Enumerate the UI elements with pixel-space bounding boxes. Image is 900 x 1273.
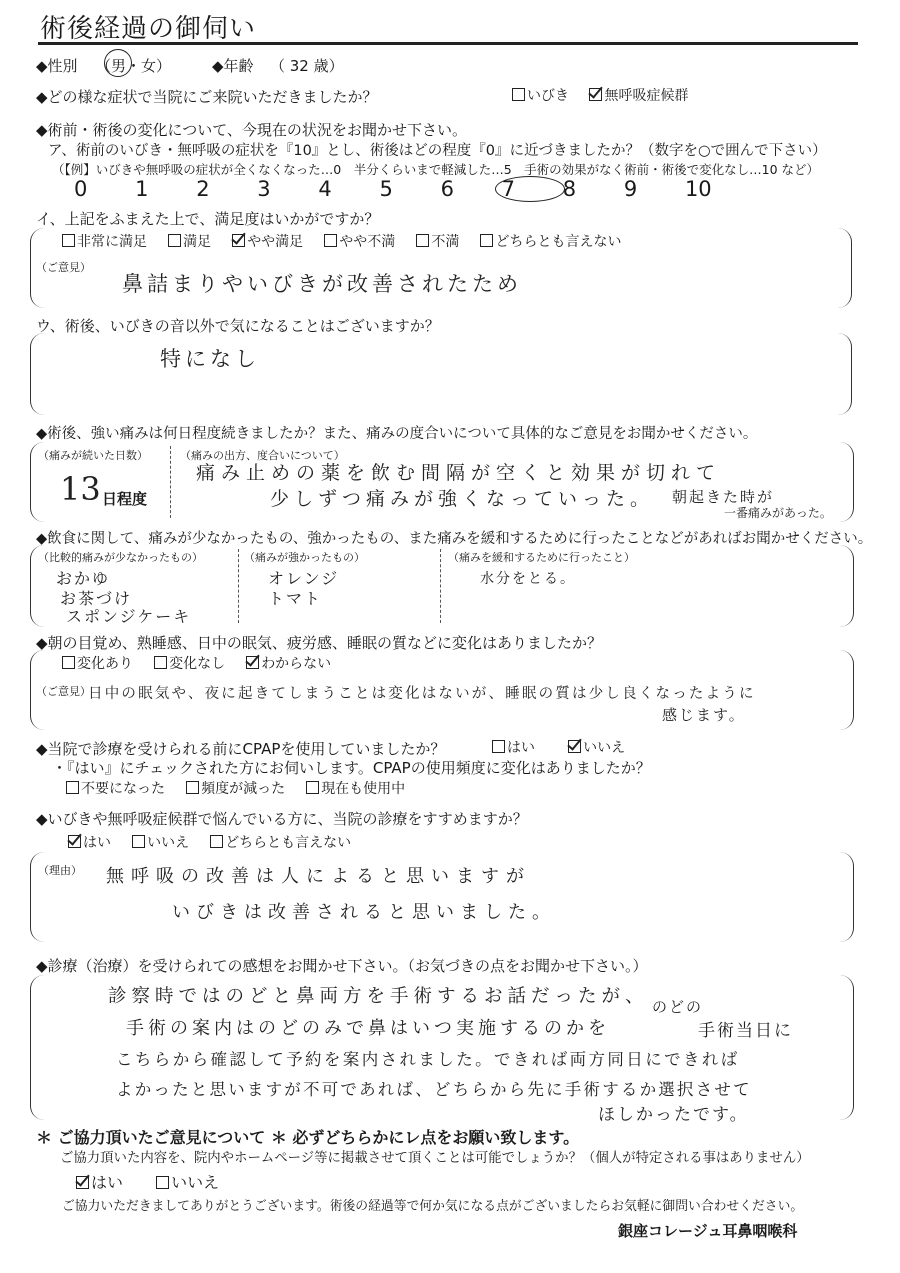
scale-8[interactable]: 8 xyxy=(562,177,577,201)
q10-line2: 手術の案内はのどのみで鼻はいつ実施するのかを xyxy=(126,1018,610,1039)
q1-options xyxy=(512,85,704,105)
q6-divider-2 xyxy=(440,549,441,623)
q5-days-label: （痛みが続いた日数） xyxy=(38,449,148,462)
q9-reason-line2: いびきは改善されると思いました。 xyxy=(172,902,556,923)
scale-7-selected[interactable]: 7 xyxy=(502,176,558,202)
q6-col1-label: （比較的痛みが少なかったもの） xyxy=(38,551,203,564)
q9-reason-label: （理由） xyxy=(38,864,82,877)
q9-question: ◆いびきや無呼吸症候群で悩んでいる方に、当院の診療をすすめますか？ xyxy=(36,810,528,828)
q3-options xyxy=(62,231,637,251)
q5-detail-line2: 少しずつ痛みが強くなっていった。 xyxy=(270,488,655,510)
q4-answer: 特になし xyxy=(160,347,260,371)
q6-col1-item-1: おかゆ xyxy=(56,569,111,588)
q3-opt-somewhat-satisfied[interactable]: やや満足 xyxy=(232,231,303,251)
q6-col2-label: （痛みが強かったもの） xyxy=(244,551,365,564)
q10-line5: ほしかったです。 xyxy=(598,1105,749,1125)
q8-sub-opt-reduced[interactable]: 頻度が減った xyxy=(186,778,285,798)
q10-line2-end: 手術当日に xyxy=(698,1021,793,1041)
checkbox-checked-icon xyxy=(68,835,81,848)
page-title: 術後経過の御伺い xyxy=(40,14,257,44)
q8-question: ◆当院で診療を受けられる前にCPAPを使用していましたか？ xyxy=(36,740,446,758)
q8-opt-no[interactable]: いいえ xyxy=(568,737,625,757)
clinic-name: 銀座コレージュ耳鼻咽喉科 xyxy=(618,1222,798,1240)
q9-opt-no[interactable]: いいえ xyxy=(132,832,189,852)
footer-heading: ＊ ご協力頂いたご意見について ＊ 必ずどちらかにレ点をお願い致します。 xyxy=(36,1128,580,1147)
q5-days-value: 13 xyxy=(60,470,101,508)
q2-scale xyxy=(74,176,741,202)
q5-detail-line3: 朝起きた時が xyxy=(672,488,775,506)
q1-question: ◆どの様な症状で当院にご来院いただきましたか？ xyxy=(36,88,378,106)
q5-detail-line4: 一番痛みがあった。 xyxy=(724,506,832,520)
scale-0[interactable]: 0 xyxy=(74,177,88,201)
q10-line4: よかったと思いますが不可であれば、どちらから先に手術するか選択させて xyxy=(116,1080,752,1099)
q5-detail-label: （痛みの出方、度合いについて） xyxy=(180,449,345,462)
q6-col2-item-2: トマト xyxy=(268,589,323,608)
q3-comment: 鼻詰まりやいびきが改善されたため xyxy=(122,272,522,296)
age-label: ◆年齢 xyxy=(212,57,254,75)
footer-question: ご協力頂いた内容を、院内やホームページ等に掲載させて頂くことは可能でしょうか？（個人が特定される事はありません） xyxy=(60,1151,810,1166)
q6-col3-item-1: 水分をとる。 xyxy=(480,571,576,587)
q9-options xyxy=(68,832,367,852)
scale-1[interactable]: 1 xyxy=(135,177,149,201)
scale-10[interactable]: 10 xyxy=(684,177,712,201)
q8-opt-yes[interactable]: はい xyxy=(492,737,535,757)
scale-9[interactable]: 9 xyxy=(623,177,638,201)
q6-divider-1 xyxy=(238,549,239,623)
scale-4[interactable]: 4 xyxy=(318,177,332,201)
footer-opt-yes[interactable]: はい xyxy=(76,1170,123,1193)
q10-question: ◆診療（治療）を受けられての感想をお聞かせ下さい。（お気づきの点をお聞かせ下さい。） xyxy=(36,957,648,975)
q8-sub-question: ・『はい』にチェックされた方にお伺いします。CPAPの使用頻度に変化はありましたか？ xyxy=(52,759,651,777)
q7-options xyxy=(62,653,347,673)
q1-opt-apnea[interactable]: 無呼吸症候群 xyxy=(589,85,688,105)
q3-opt-dissatisfied[interactable]: 不満 xyxy=(416,231,459,251)
q3-opt-satisfied[interactable]: 満足 xyxy=(168,231,211,251)
checkbox-checked-icon xyxy=(568,740,581,753)
q8-options xyxy=(492,737,641,757)
q10-line1: 診察時ではのどと鼻両方を手術するお話だったが、 xyxy=(108,986,649,1007)
scale-3[interactable]: 3 xyxy=(257,177,271,201)
sex-options: （男・女） xyxy=(96,57,172,75)
q10-line2-insert: のどの xyxy=(652,998,704,1016)
q7-question: ◆朝の目覚め、熟睡感、日中の眠気、疲労感、睡眠の質などに変化はありましたか？ xyxy=(36,634,602,652)
sex-selected-circle xyxy=(104,49,132,77)
q6-col1-item-2: お茶づけ xyxy=(60,589,133,608)
checkbox-icon[interactable] xyxy=(512,88,525,101)
q7-comment-line2: 感じます。 xyxy=(662,706,746,724)
checkbox-checked-icon xyxy=(232,234,245,247)
q3-comment-label: （ご意見） xyxy=(36,261,91,274)
sex-label: ◆性別 xyxy=(36,57,78,75)
q2-example: （【例】いびきや無呼吸の症状が全くなくなった…0 半分くらいまで軽減した…5 手術の効果がなく術前・術後で変化なし…10 など） xyxy=(52,162,820,177)
q9-opt-yes[interactable]: はい xyxy=(68,832,111,852)
q3-question: イ、上記をふまえた上で、満足度はいかがですか？ xyxy=(36,210,380,228)
q6-col1-item-3: スポンジケーキ xyxy=(66,607,192,626)
footer-opt-no[interactable]: いいえ xyxy=(156,1170,219,1193)
q7-opt-changed[interactable]: 変化あり xyxy=(62,653,133,673)
q7-opt-unknown[interactable]: わからない xyxy=(246,653,331,673)
q10-line3: こちらから確認して予約を案内されました。できれば両方同日にできれば xyxy=(116,1050,740,1069)
q6-col3-label: （痛みを緩和するために行ったこと） xyxy=(448,551,635,564)
q7-comment-line1: 日中の眠気や、夜に起きてしまうことは変化はないが、睡眠の質は少し良くなったように xyxy=(88,686,756,702)
q7-comment-label: （ご意見） xyxy=(36,685,91,698)
q2-question: ◆術前・術後の変化について、今現在の状況をお聞かせ下さい。 xyxy=(36,121,467,139)
q6-question: ◆飲食に関して、痛みが少なかったもの、強かったもの、また痛みを緩和するために行ったことなどがあればお聞かせください。 xyxy=(36,531,873,547)
q3-opt-neutral[interactable]: どちらとも言えない xyxy=(480,231,621,251)
q2-a-question: ア、術前のいびき・無呼吸の症状を『10』とし、術後はどの程度『0』に近づきましたか？（数字を○で囲んで下さい） xyxy=(48,143,827,159)
scale-6[interactable]: 6 xyxy=(440,177,454,201)
title-underline xyxy=(38,42,858,45)
q3-opt-very-satisfied[interactable]: 非常に満足 xyxy=(62,231,147,251)
q9-reason-line1: 無呼吸の改善は人によると思いますが xyxy=(106,866,531,887)
q6-col2-item-1: オレンジ xyxy=(268,569,340,588)
q9-opt-neutral[interactable]: どちらとも言えない xyxy=(210,832,351,852)
q8-sub-opt-still-using[interactable]: 現在も使用中 xyxy=(306,778,405,798)
q5-days-unit: 日程度 xyxy=(102,490,148,508)
q7-opt-no-change[interactable]: 変化なし xyxy=(154,653,225,673)
scale-2[interactable]: 2 xyxy=(196,177,210,201)
scale-5[interactable]: 5 xyxy=(379,177,393,201)
footer-options xyxy=(76,1170,235,1193)
q5-divider xyxy=(170,446,171,518)
q5-detail-line1: 痛み止めの薬を飲む間隔が空くと効果が切れて xyxy=(196,462,722,484)
q8-sub-options xyxy=(66,778,421,798)
age-value: （ 32 歳） xyxy=(270,57,344,75)
q3-opt-somewhat-dissatisfied[interactable]: やや不満 xyxy=(324,231,395,251)
checkbox-checked-icon xyxy=(76,1176,89,1189)
q8-sub-opt-unneeded[interactable]: 不要になった xyxy=(66,778,165,798)
checkbox-checked-icon xyxy=(246,656,259,669)
checkbox-checked-icon[interactable] xyxy=(589,88,602,101)
q5-question: ◆術後、強い痛みは何日程度続きましたか？また、痛みの度合いについて具体的なご意見をお聞かせください。 xyxy=(36,426,758,442)
q1-opt-snoring[interactable]: いびき xyxy=(512,85,569,105)
q4-answer-box xyxy=(30,333,852,415)
q4-question: ウ、術後、いびきの音以外で気になることはございますか？ xyxy=(36,317,440,335)
footer-thanks: ご協力いただきましてありがとうございます。術後の経過等で何か気になる点がございましたらお気軽に御問い合わせください。 xyxy=(62,1199,804,1214)
